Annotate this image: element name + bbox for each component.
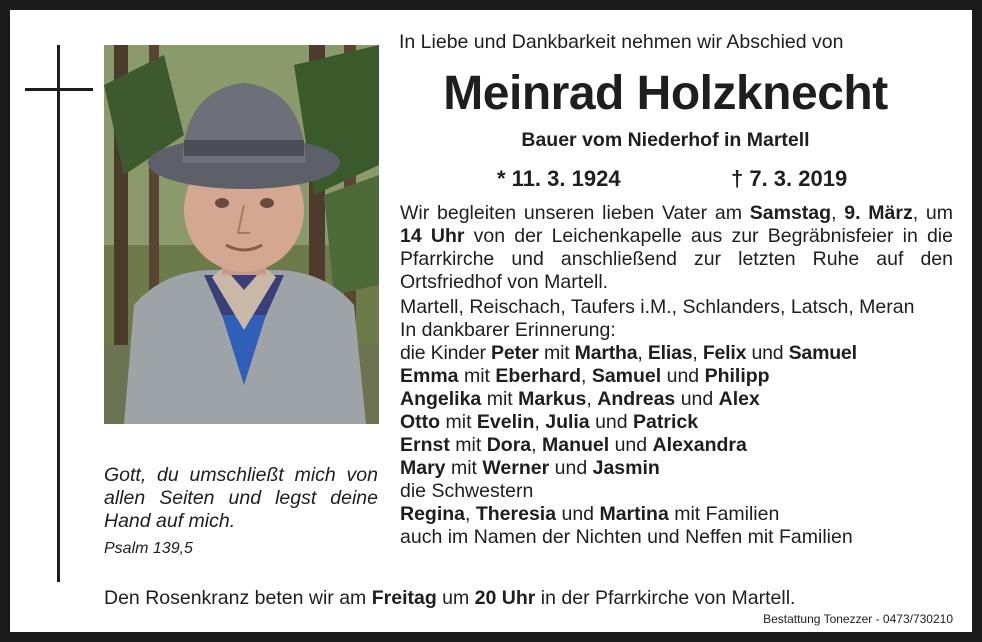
death-date: † 7. 3. 2019 xyxy=(731,166,848,191)
family-line: die Kinder Peter mit Martha, Elias, Felix und Samuel xyxy=(400,342,857,364)
sisters-label: die Schwestern xyxy=(400,480,534,502)
family-line: Emma mit Eberhard, Samuel und Philipp xyxy=(400,365,770,387)
obituary-body xyxy=(400,202,953,549)
undertaker-credit: Bestattung Tonezzer - 0473/730210 xyxy=(763,612,953,626)
psalm-reference: Psalm 139,5 xyxy=(104,540,193,557)
intro-line: In Liebe und Dankbarkeit nehmen wir Abschied von xyxy=(399,31,844,53)
family-line: Mary mit Werner und Jasmin xyxy=(400,457,660,479)
family-closing: auch im Namen der Nichten und Neffen mit Familien xyxy=(400,526,853,548)
family-line: Regina, Theresia und Martina mit Familien xyxy=(400,503,780,525)
rosary-announcement: Den Rosenkranz beten wir am Freitag um 20 Uhr in der Pfarrkirche von Martell. xyxy=(104,587,796,609)
portrait-photo xyxy=(104,45,379,424)
birth-date: * 11. 3. 1924 xyxy=(497,166,621,191)
family-line: Ernst mit Dora, Manuel und Alexandra xyxy=(400,434,747,456)
cross-icon xyxy=(57,45,60,582)
places-list: Martell, Reischach, Taufers i.M., Schlanders, Latsch, Meran xyxy=(400,296,915,318)
deceased-name: Meinrad Holzknecht xyxy=(443,67,888,120)
family-line: Angelika mit Markus, Andreas und Alex xyxy=(400,388,760,410)
family-line: Otto mit Evelin, Julia und Patrick xyxy=(400,411,699,433)
funeral-announcement: Wir begleiten unseren lieben Vater am Samstag, 9. März, um 14 Uhr von der Leichenkapelle aus zur Begräbnisfeier in die Pfarrkirche und anschließend zur letzten Ruhe auf den Ortsfriedhof von Martell. xyxy=(400,202,953,293)
psalm-quote: Gott, du umschließt mich von allen Seiten und legst deine Hand auf mich. xyxy=(104,464,378,532)
memory-intro: In dankbarer Erinnerung: xyxy=(400,319,616,341)
cross-icon-bar xyxy=(25,88,93,91)
deceased-subtitle: Bauer vom Niederhof in Martell xyxy=(521,129,810,151)
